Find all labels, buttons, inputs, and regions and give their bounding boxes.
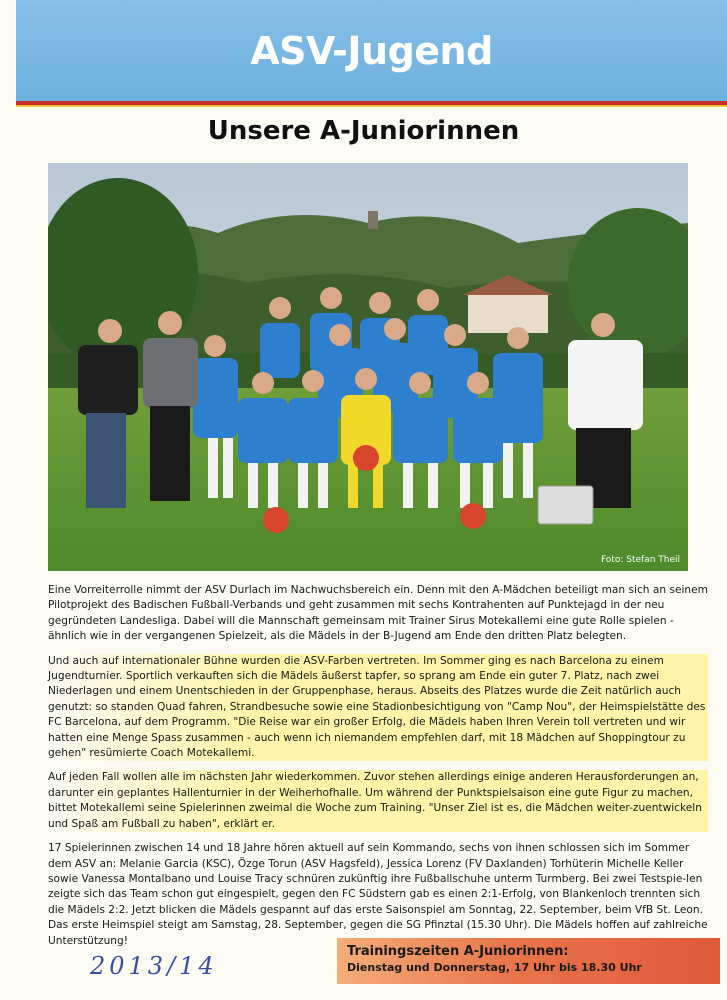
header-divider-yellow <box>16 105 727 107</box>
team-photo-illustration <box>48 163 688 571</box>
training-heading: Trainingszeiten A-Juniorinnen: <box>347 944 569 959</box>
article-paragraph-4: 17 Spielerinnen zwischen 14 und 18 Jahre hören aktuell auf sein Kommando, sechs von ihnen schlossen sich im Sommer dem ASV an: Melanie Garcia (KSC), Özge Torun (ASV Hagsfeld), Jessica Lorenz (FV Daxlanden) Torhüterin Michelle Keller sowie Vanessa Montalbano und Louise Tracy schnüren zukünftig ihre Fußballschuhe unterm Turmberg. Bei zwei Testspie-len zeigte sich das Team schon gut eingespielt, gegen den FC Südstern gab es einen 2:1-Erfolg, von Blankenloch trennten sich die Mädels 2:2. Jetzt blicken die Mädels gespannt auf das erste Saisonspiel am Sonntag, 22. September, beim VfB St. Leon. Das erste Heimspiel steigt am Samstag, 28. September, gegen die SG Pfinztal (15.30 Uhr). Die Mädels hoffen auf zahlreiche Unterstützung! <box>48 842 708 947</box>
training-times-box <box>337 938 720 984</box>
article-body <box>48 583 708 958</box>
handwritten-season: 2013/14 <box>90 952 218 980</box>
header-banner <box>16 0 727 101</box>
team-photo <box>48 163 688 571</box>
article-paragraph-2: Und auch auf internationaler Bühne wurden die ASV-Farben vertreten. Im Sommer ging es nach Barcelona zu einem Jugendturnier. Sportlich verkauften sich die Mädels äußerst tapfer, so sprang am Ende ein guter 7. Platz, nach zwei Niederlagen und einem Unentschieden in der Gruppenphase, heraus. Abseits des Platzes wurde die Zeit natürlich auch genutzt: so standen Quad fahren, Strandbesuche sowie eine Stadionbesichtigung von "Camp Nou", der Heimspielstätte des FC Barcelona, auf dem Programm. "Die Reise war ein großer Erfolg, die Mädels haben Ihren Verein toll vertreten und wir hatten eine Menge Spass zusammen - auch wenn ich niemandem empfehlen darf, mit 18 Mädchen auf Shoppingtour zu gehen" resümierte Coach Motekallemi. <box>48 654 708 762</box>
article-paragraph-1: Eine Vorreiterrolle nimmt der ASV Durlach im Nachwuchsbereich ein. Denn mit den A-Mädchen beteiligt man sich an seinem Pilotprojekt des Badischen Fußball-Verbands und geht zusammen mit sechs Kontrahenten auf Punktejagd in der neu gegründeten Landesliga. Dabei will die Mannschaft gemeinsam mit Trainer Sirus Motekallemi eine gute Rolle spielen - ähnlich wie in der vergangenen Spielzeit, als die Mädels in der B-Jugend am Ende den dritten Platz belegten. <box>48 584 708 643</box>
page-title: Unsere A-Juniorinnen <box>207 116 520 146</box>
article-paragraph-3: Auf jeden Fall wollen alle im nächsten Jahr wiederkommen. Zuvor stehen allerdings einige anderen Herausforderungen an, darunter ein geplantes Hallenturnier in der Weiherhofhalle. Um während der Punktspielsaison eine gute Figur zu machen, bittet Motekallemi seine Spielerinnen zweimal die Woche zum Training. "Unser Ziel ist es, die Mädchen weiter-zuentwickeln und Spaß am Fußball zu haben", erklärt er. <box>48 770 708 832</box>
training-times: Dienstag und Donnerstag, 17 Uhr bis 18.30 Uhr <box>347 961 642 974</box>
banner-title: ASV-Jugend <box>250 28 493 73</box>
photo-credit: Foto: Stefan Theil <box>600 555 680 565</box>
